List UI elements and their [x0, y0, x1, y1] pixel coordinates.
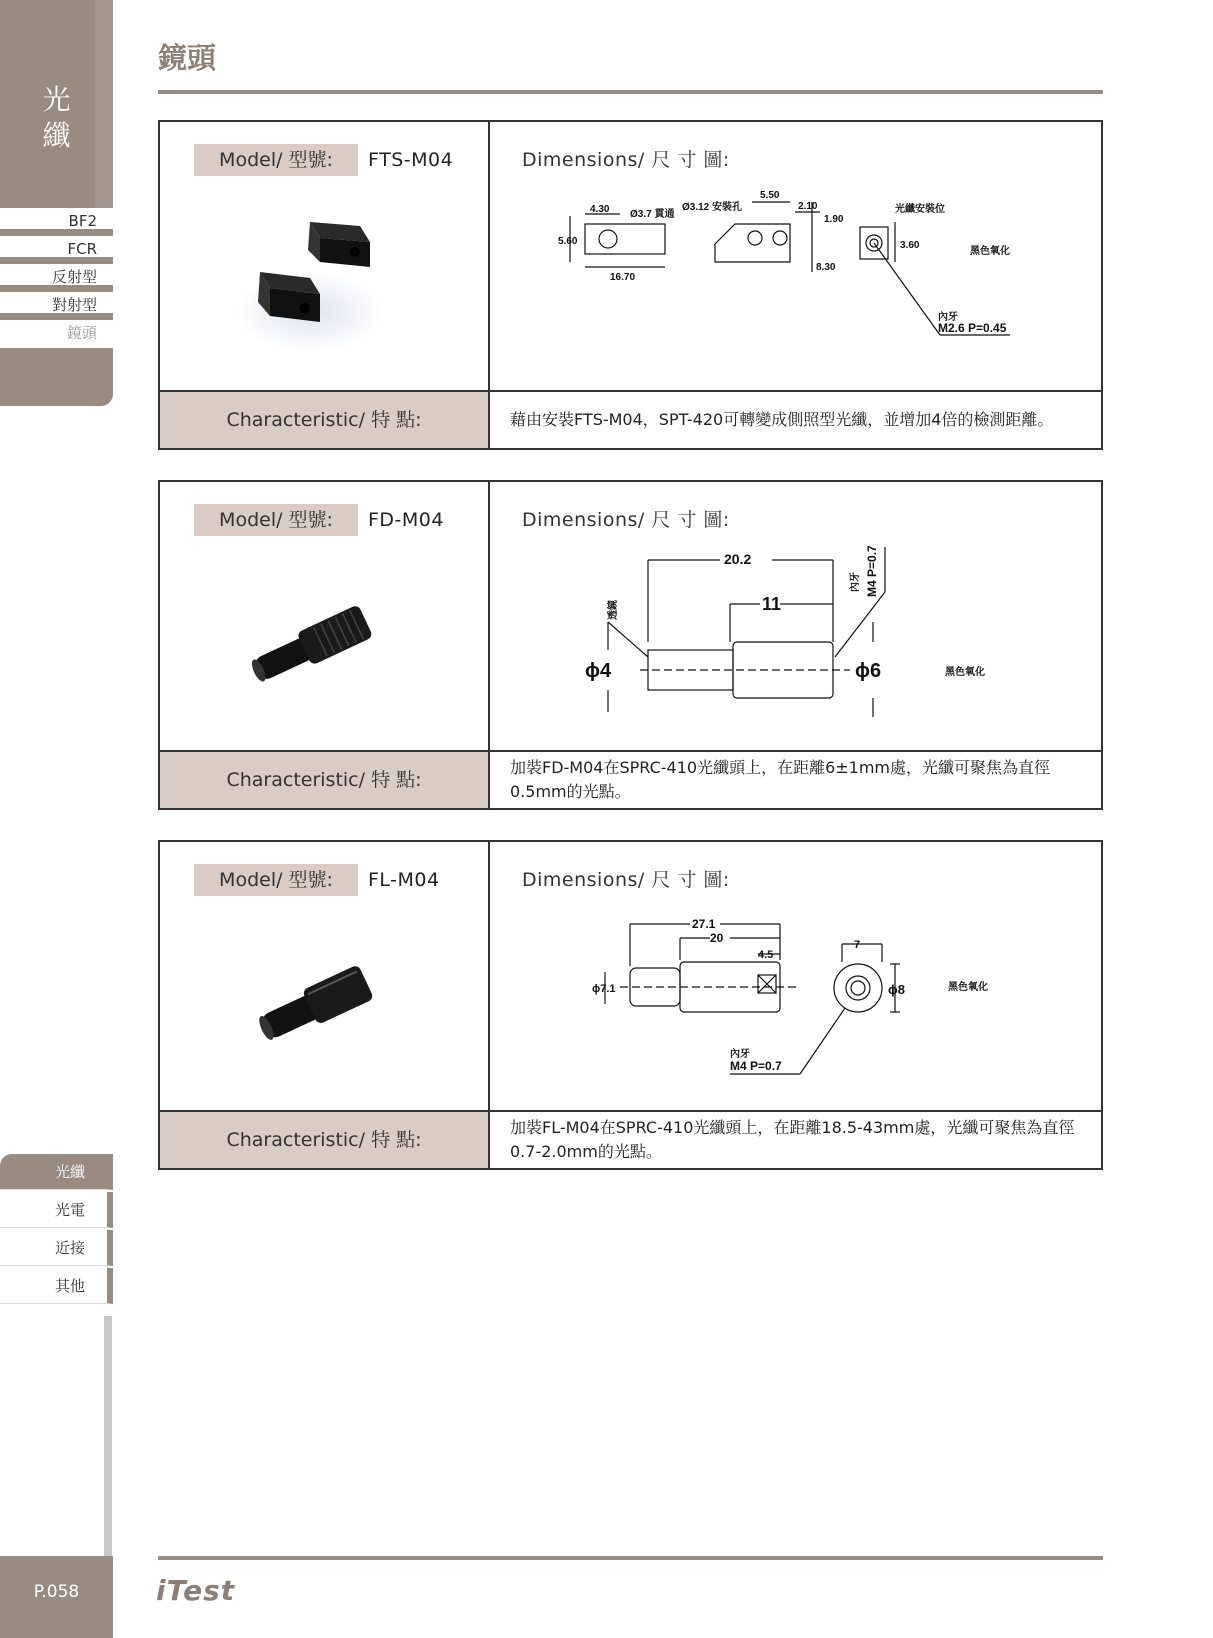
dimensions-label: Dimensions/ 尺 寸 圖:: [522, 869, 730, 891]
dim-text: 5.50: [760, 190, 780, 201]
dim-text: 8.30: [816, 262, 836, 273]
page-title: 鏡頭: [158, 41, 217, 75]
dimension-drawing: [490, 182, 1090, 382]
dim-text: ϕ4: [585, 660, 612, 682]
dim-text: 內牙: [850, 572, 861, 592]
characteristic-label: Characteristic/ 特 點:: [160, 752, 488, 808]
model-label: Model/ 型號:: [194, 864, 358, 896]
dimensions-label: Dimensions/ 尺 寸 圖:: [522, 509, 730, 531]
dimension-drawing: [490, 542, 1090, 752]
dim-text: 5.60: [558, 236, 578, 247]
model-value: FL-M04: [368, 869, 440, 891]
characteristic-text: 藉由安裝FTS-M04，SPT-420可轉變成側照型光纖，並增加4倍的檢測距離。: [510, 410, 1054, 429]
side-rail: [104, 1316, 112, 1556]
dim-text: 16.70: [610, 272, 636, 283]
dim-text: 2.10: [798, 201, 818, 212]
bottom-nav: [0, 1154, 113, 1306]
footer-rule: [158, 1556, 1103, 1560]
dim-text: M4 P=0.7: [865, 545, 879, 597]
brand-logo: iTest: [156, 1574, 236, 1607]
product-photo: [230, 212, 390, 362]
characteristic-label: Characteristic/ 特 點:: [160, 1112, 488, 1168]
dim-text: 黑色氧化: [945, 667, 985, 678]
model-label: Model/ 型號:: [194, 144, 358, 176]
model-value: FD-M04: [368, 509, 444, 531]
dim-text: 光纖安裝位: [895, 204, 945, 215]
dim-text: 20: [710, 931, 724, 945]
dim-text: 內牙: [730, 1049, 750, 1060]
header-rule: [158, 90, 1103, 94]
dim-text: ϕ8: [888, 982, 905, 997]
dim-text: ϕ7.1: [592, 983, 616, 995]
dimension-drawing: [490, 902, 1090, 1112]
dim-text: 內牙: [938, 312, 958, 323]
dim-text: 7: [854, 939, 861, 951]
product-block-fd-m04: [158, 480, 1103, 810]
dim-text: 4.5: [758, 949, 774, 961]
sidebar-item-bf2[interactable]: BF2: [0, 208, 113, 236]
sidebar-item-lens[interactable]: 鏡頭: [66, 324, 97, 342]
dim-text: 11: [762, 594, 782, 614]
dim-text: Ø3.12 安裝孔: [682, 202, 743, 213]
product-block-fl-m04: [158, 840, 1103, 1170]
sidebar-category: [0, 82, 113, 154]
sidebar-item-fcr[interactable]: FCR: [0, 236, 113, 264]
model-label: Model/ 型號:: [194, 504, 358, 536]
characteristic-text: 加裝FD-M04在SPRC-410光纖頭上，在距離6±1mm處，光纖可聚焦為直徑0.5mm的光點。: [510, 758, 1051, 801]
characteristic-text: 加裝FL-M04在SPRC-410光纖頭上，在距離18.5-43mm處，光纖可聚焦為直徑0.7-2.0mm的光點。: [510, 1118, 1075, 1161]
bottom-nav-proximity[interactable]: 近接: [0, 1230, 113, 1266]
category-char-2: 纖: [42, 119, 71, 152]
sidebar-nav: [0, 208, 113, 348]
dim-text: 黑色氧化: [948, 982, 988, 993]
dim-text: 27.1: [692, 917, 716, 931]
dim-text: 4.30: [590, 204, 610, 215]
product-photo: [250, 952, 380, 1052]
model-value: FTS-M04: [368, 149, 454, 171]
bottom-nav-fiber[interactable]: 光纖: [0, 1154, 113, 1190]
dim-text: Ø3.7 貫通: [630, 209, 675, 220]
dim-text: M2.6 P=0.45: [938, 321, 1007, 335]
dim-text: 1.90: [824, 214, 844, 225]
page-number: P.058: [0, 1556, 113, 1638]
dim-text: M4 P=0.7: [730, 1059, 782, 1073]
bottom-nav-photoelectric[interactable]: 光電: [0, 1192, 113, 1228]
dim-text: ϕ6: [855, 660, 882, 682]
product-block-fts-m04: [158, 120, 1103, 450]
dim-text: 20.2: [724, 551, 752, 567]
dim-text: 透鏡: [608, 600, 619, 620]
sidebar-item-through-beam[interactable]: 對射型: [0, 292, 113, 320]
dim-text: 黑色氧化: [970, 246, 1010, 257]
dimensions-label: Dimensions/ 尺 寸 圖:: [522, 149, 730, 171]
category-char-1: 光: [42, 83, 71, 116]
dim-text: 3.60: [900, 240, 920, 251]
product-photo: [240, 592, 390, 692]
sidebar-item-reflective[interactable]: 反射型: [0, 264, 113, 292]
characteristic-label: Characteristic/ 特 點:: [160, 392, 488, 448]
bottom-nav-other[interactable]: 其他: [0, 1268, 113, 1304]
